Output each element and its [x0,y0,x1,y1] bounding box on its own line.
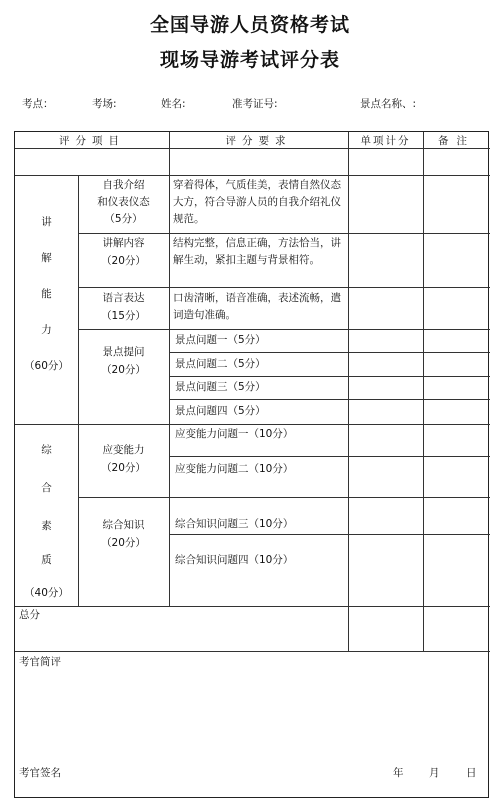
examiner-comment-label: 考官简评 [19,656,61,668]
speech-section-char: 力 [41,324,52,336]
item-scenic-qa: 景点提问 [102,346,145,358]
knowledge-question-3: 综合知识问题三（10分） [175,518,294,530]
scenic-spot-label: 景点名称、: [360,98,417,110]
quality-section-char: 质 [41,554,52,566]
header-scoring-item: 评分项目 [59,135,125,147]
name-label: 姓名: [161,98,186,110]
quality-section-points: （40分） [24,587,69,599]
item-adaptability-points: （20分） [101,462,146,474]
item-content: 讲解内容 [102,237,145,249]
form-title-line1: 全国导游人员资格考试 [149,14,350,36]
req-language: 口齿清晰，语音准确，表述流畅，遣词造句准确。 [173,292,341,321]
speech-section-points: （60分） [24,360,69,372]
score-table [14,131,489,798]
item-knowledge-points: （20分） [101,537,146,549]
item-language: 语言表达 [102,292,145,304]
quality-section-char: 素 [41,520,52,532]
examiner-signature-label: 考官签名 [19,767,61,779]
date-month: 月 [429,767,440,779]
ticket-number-label: 准考证号: [232,98,278,110]
item-scenic-qa-points: （20分） [101,364,146,376]
scenic-question-3: 景点问题三（5分） [175,381,266,393]
item-self-intro-points: （5分） [104,213,143,225]
date-year: 年 [393,767,404,779]
knowledge-question-4: 综合知识问题四（10分） [175,554,294,566]
req-content: 结构完整，信息正确，方法恰当，讲解生动，紧扣主题与背景相符。 [173,237,341,266]
item-knowledge: 综合知识 [102,519,145,531]
scenic-question-4: 景点问题四（5分） [175,405,266,417]
item-self-intro: 和仪表仪态 [97,196,150,208]
req-self-intro: 穿着得体，气质佳美，表情自然仪态大方，符合导游人员的自我介绍礼仪规范。 [173,179,341,225]
exam-site-label: 考点： [22,98,54,110]
speech-section-char: 解 [41,252,52,264]
quality-section-char: 合 [41,482,52,494]
exam-room-label: 考场: [92,98,117,110]
form-title-line2: 现场导游考试评分表 [159,49,340,71]
header-remark: 备注 [438,135,475,147]
header-item-score: 单项计分 [360,135,411,147]
header-scoring-requirement: 评分要求 [225,135,292,147]
scenic-question-2: 景点问题二（5分） [175,358,266,370]
total-score-label: 总分 [19,609,40,621]
speech-section-char: 能 [41,288,52,300]
scenic-question-1: 景点问题一（5分） [175,334,266,346]
adapt-question-1: 应变能力问题一（10分） [175,428,294,440]
item-adaptability: 应变能力 [102,444,145,456]
item-content-points: （20分） [101,255,146,267]
adapt-question-2: 应变能力问题二（10分） [175,463,294,475]
item-self-intro: 自我介绍 [102,179,145,191]
date-day: 日 [466,767,477,779]
item-language-points: （15分） [101,310,146,322]
speech-section-char: 讲 [41,216,52,228]
quality-section-char: 综 [41,444,52,456]
